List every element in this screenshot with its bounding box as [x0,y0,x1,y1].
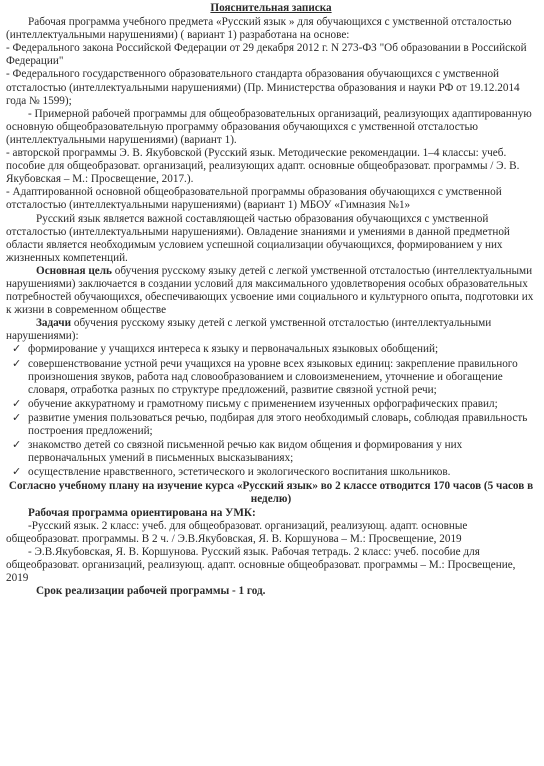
goal-label: Основная цель [36,264,112,277]
intro-paragraph: Рабочая программа учебного предмета «Русский язык » для обучающихся с умственной отсталостью (интеллектуальными нарушениями) ( вариант 1) разработана на основе: [6,16,512,42]
hours-paragraph: Согласно учебному плану на изучение курса «Русский язык» во 2 классе отводится 170 часов (5 часов в неделю) [8,480,534,506]
tasks-heading [6,317,536,343]
task-item: ✓ знакомство детей со связной письменной речью как видом общения и формирования у них первоначальных умений в письменных высказываниях; [12,439,463,465]
importance-paragraph: Русский язык является важной составляющей частью образования обучающихся с умственной отсталостью (интеллектуальными нарушениями). Овладение знаниями и умениями в данной предметной области является необходимым условием успешной социализации обучающихся, формированием у них жизненных компетенций. [6,212,510,264]
goal-paragraph [6,265,536,317]
check-icon: ✓ [12,397,22,410]
document-title: Пояснительная записка [210,2,332,14]
term-paragraph: Срок реализации рабочей программы - 1 год. [36,585,266,598]
check-icon: ✓ [12,357,22,370]
tasks-label: Задачи [36,317,72,330]
task-item: ✓ обучение аккуратному и грамотному письму с применением изученных орфографических правил; [12,397,498,410]
task-item: ✓ формирование у учащихся интереса к языку и первоначальных языковых обобщений; [12,343,439,356]
task-item: ✓ развитие умения пользоваться речью, подбирая для этого необходимый словарь, соблюдая правильность построения предложений; [12,411,528,437]
tasks-list [6,343,536,479]
umk-item: - Э.В.Якубовская, Я. В. Коршунова. Русский язык. Рабочая тетрадь. 2 класс: учеб. пособие для общеобразоват. организаций, реализующ. адапт. основные общеобразоват. программы – М.: Просвещение, 2019 [6,545,516,585]
source-item: - авторской программы Э. В. Якубовской (Русский язык. Методические рекомендации. 1–4 классы: учеб. пособие для общеобразоват. организаций, реализующих адапт. основные общеобразоват. программы / Э. В. Якубовская – М.: Просвещение, 2017.). [6,147,520,186]
umk-item: -Русский язык. 2 класс: учеб. для общеобразоват. организаций, реализующ. адапт. основные общеобразоват. программы. В 2 ч. / Э.В.Якубовская, Я. В. Коршунова – М.: Просвещение, 2019 [6,519,468,545]
tasks-text: обучения русскому языку детей с легкой умственной отсталостью (интеллектуальными нарушениями): [6,317,492,343]
check-icon: ✓ [12,466,22,479]
check-icon: ✓ [12,411,22,424]
source-item: - Примерной рабочей программы для общеобразовательных организаций, реализующих адаптированную основную общеобразовательную программу образования обучающихся с умственной отсталостью (интеллектуальными нарушениями) (вариант 1). [6,107,532,146]
check-icon: ✓ [12,439,22,452]
task-item: ✓ совершенствование устной речи учащихся на уровне всех языковых единиц: закрепление правильного произношения звуков, работа над словообразованием и словоизменением, уточнение и обогащение словаря, отработка разных по структуре предложений, развитие связной устной речи; [12,357,518,396]
task-item: ✓ осуществление нравственного, эстетического и экологического воспитания школьников. [12,466,451,479]
source-item: - Адаптированной основной общеобразовательной программы образования обучающихся с умственной отсталостью (интеллектуальными нарушениями) (вариант 1) МБОУ «Гимназия №1» [6,186,502,212]
umk-title: Рабочая программа ориентирована на УМК: [28,506,256,519]
check-icon: ✓ [12,343,22,356]
source-item: - Федерального государственного образовательного стандарта образования обучающихся с умственной отсталостью (интеллектуальными нарушениями) (Пр. Министерства образования и науки РФ от 19.12.2014 года № 1599); [6,68,520,107]
source-item: - Федерального закона Российской Федерации от 29 декабря 2012 г. N 273-ФЗ "Об образовании в Российской Федерации" [6,42,527,68]
goal-text: обучения русскому языку детей с легкой умственной отсталостью (интеллектуальными нарушениями) заключается в создании условий для максимального удовлетворения особых образовательных потребностей обучающихся, обеспечивающих усвоение ими социального и культурного опыта, подготовки их к жизни в современном обществе [6,264,534,317]
